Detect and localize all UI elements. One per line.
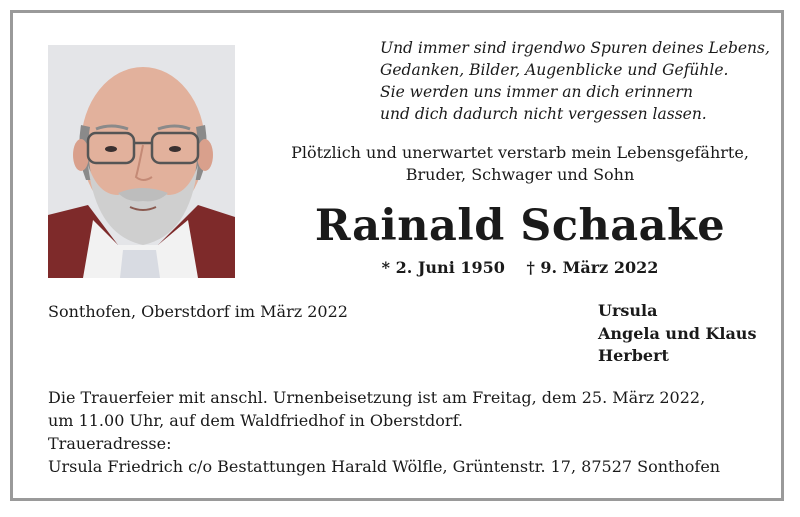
condolence-address: Ursula Friedrich c/o Bestattungen Harald Wölfle, Grüntenstr. 17, 87527 Sonthofen	[48, 457, 721, 476]
poem-line: Gedanken, Bilder, Augenblicke und Gefühle.	[380, 61, 729, 79]
funeral-line: Die Trauerfeier mit anschl. Urnenbeisetzung ist am Freitag, dem 25. März 2022,	[48, 388, 706, 407]
poem-line: Sie werden uns immer an dich erinnern	[380, 83, 693, 101]
life-dates	[250, 257, 790, 279]
funeral-details	[48, 386, 758, 478]
address-label: Traueradresse:	[48, 434, 172, 453]
intro-line: Plötzlich und unerwartet verstarb mein Lebensgefährte,	[291, 143, 749, 162]
funeral-line: um 11.00 Uhr, auf dem Waldfriedhof in Oberstdorf.	[48, 411, 464, 430]
deceased-name: Rainald Schaake	[314, 201, 726, 251]
mourner-name: Herbert	[598, 346, 669, 365]
mourner-name: Ursula	[598, 301, 658, 320]
mourner-name: Angela und Klaus	[598, 323, 757, 343]
poem	[380, 37, 780, 125]
death-date: † 9. März 2022	[526, 258, 659, 277]
poem-line: Und immer sind irgendwo Spuren deines Lebens,	[380, 39, 770, 57]
mourners-list	[598, 300, 756, 368]
portrait-photo	[48, 45, 235, 278]
birth-date: * 2. Juni 1950	[381, 258, 505, 277]
announcement-intro	[250, 142, 790, 186]
poem-line: und dich dadurch nicht vergessen lassen.	[380, 105, 707, 123]
place-and-date: Sonthofen, Oberstdorf im März 2022	[48, 302, 348, 321]
intro-line: Bruder, Schwager und Sohn	[405, 165, 635, 184]
